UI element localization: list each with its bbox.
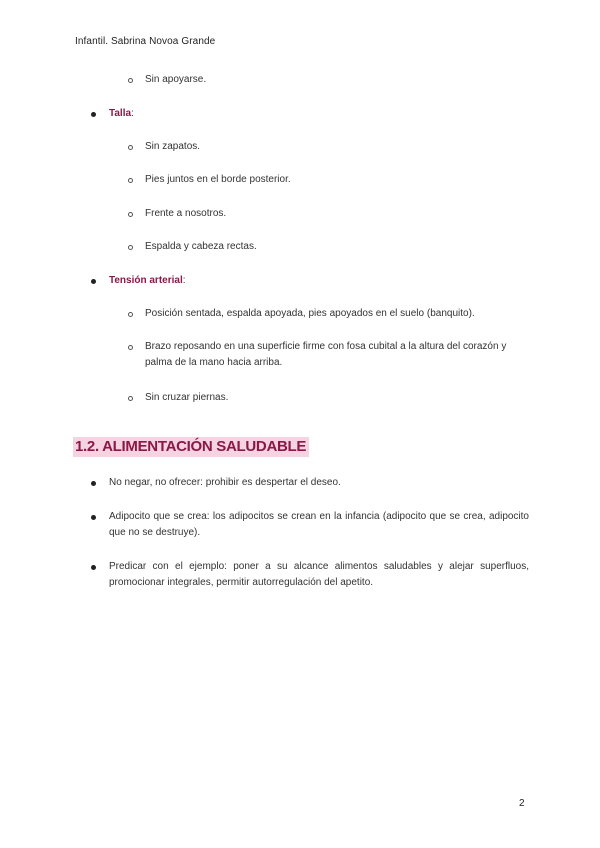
section-heading: 1.2. ALIMENTACIÓN SALUDABLE [73, 437, 309, 457]
circle-bullet-icon [128, 145, 133, 150]
circle-bullet-icon [128, 178, 133, 183]
list-item: Sin cruzar piernas. [145, 392, 229, 403]
talla-label: Talla [109, 108, 132, 119]
list-item-tension [109, 273, 529, 289]
list-item: No negar, no ofrecer: prohibir es despertar el deseo. [109, 477, 341, 488]
circle-bullet-icon [128, 312, 133, 317]
list-item: Posición sentada, espalda apoyada, pies apoyados en el suelo (banquito). [145, 308, 475, 319]
list-item: Pies juntos en el borde posterior. [145, 174, 291, 185]
talla-colon: : [131, 108, 134, 119]
circle-bullet-icon [128, 396, 133, 401]
circle-bullet-icon [128, 212, 133, 217]
bullet-icon [91, 112, 96, 117]
list-item: Adipocito que se crea: los adipocitos se crean en la infancia (adipocito que se crea, adipocito que no se destruye). [109, 511, 529, 538]
page-header: Infantil. Sabrina Novoa Grande [75, 36, 216, 47]
list-item: Sin zapatos. [145, 141, 201, 152]
tension-colon: : [182, 275, 186, 286]
bullet-icon [91, 515, 96, 520]
list-item-talla [109, 106, 529, 122]
list-item: Sin apoyarse. [145, 74, 207, 85]
list-item: Predicar con el ejemplo: poner a su alcance alimentos saludables y alejar superfluos, promocionar integrales, permitir autorregulación del apetito. [109, 561, 529, 588]
list-item: Frente a nosotros. [145, 208, 227, 219]
tension-label: Tensión arterial [109, 275, 183, 286]
list-item: Espalda y cabeza rectas. [145, 241, 257, 252]
bullet-icon [91, 481, 96, 486]
bullet-icon [91, 279, 96, 284]
list-item: Brazo reposando en una superficie firme con fosa cubital a la altura del corazón y palma de la mano hacia arriba. [145, 341, 507, 368]
circle-bullet-icon [128, 78, 133, 83]
circle-bullet-icon [128, 345, 133, 350]
circle-bullet-icon [128, 245, 133, 250]
bullet-icon [91, 565, 96, 570]
page-number: 2 [519, 798, 525, 809]
